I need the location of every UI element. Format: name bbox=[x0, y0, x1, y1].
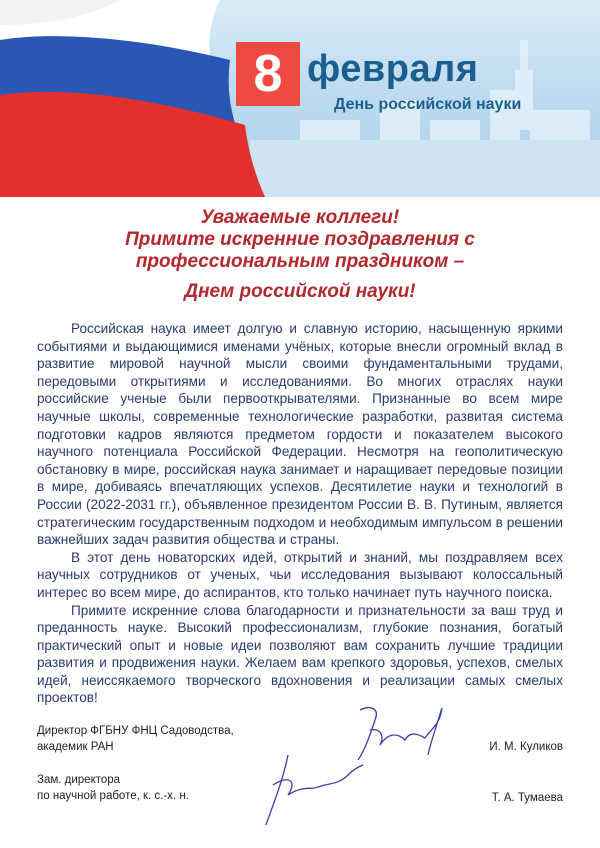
paragraph: Примите искренние слова благодарности и признательности за ваш труд и преданность науке. Высокий профессионализм, глубокие познания, богатый практический опыт и новые идеи позволяют вам сохранить лучшие традиции развития и продвижения науки. Желаем вам крепкого здоровья, успехов, смелых идей, неиссякаемого творческого вдохновения и реализации самых смелых проектов! bbox=[37, 602, 563, 706]
signature-tumaeva bbox=[258, 745, 368, 830]
signatory-name: И. М. Куликов bbox=[489, 741, 563, 753]
heading-line: Днем российской науки! bbox=[184, 281, 416, 302]
heading-line: Уважаемые коллеги! bbox=[200, 207, 400, 228]
heading-line: профессиональным праздником – bbox=[135, 251, 465, 272]
title-line: по научной работе, к. с.-х. н. bbox=[37, 790, 189, 802]
signatory-title bbox=[37, 772, 189, 804]
date-day-badge: 8 bbox=[236, 42, 300, 106]
holiday-name: День российской науки bbox=[334, 96, 522, 113]
greeting-heading bbox=[0, 207, 600, 303]
signatory-name: Т. А. Тумаева bbox=[491, 792, 563, 804]
letter-body bbox=[37, 320, 563, 707]
header-banner bbox=[0, 0, 600, 197]
title-line: академик РАН bbox=[37, 741, 114, 753]
signatory-title bbox=[37, 723, 234, 755]
paragraph: В этот день новаторских идей, открытий и знаний, мы поздравляем всех научных сотрудников от ученых, чьи исследования вызывают колоссальный интерес во всем мире, до аспирантов, кто только начинает путь научного поиска. bbox=[37, 549, 563, 600]
date-month: февраля bbox=[307, 48, 479, 90]
title-line: Зам. директора bbox=[37, 774, 121, 786]
title-line: Директор ФГБНУ ФНЦ Садоводства, bbox=[37, 725, 234, 737]
paragraph: Российская наука имеет долгую и славную историю, насыщенную яркими событиями и выдающимися именами учёных, которые внесли огромный вклад в развитие мировой научной мысли своими фундаментальными трудами, передовыми открытиями и исследованиями. Во многих отраслях науки российские ученые были первооткрывателями. Признанные во всем мире научные школы, современные технологические разработки, развитая система подготовки кадров являются предметом гордости и показателем высокого научного потенциала Российской Федерации. Несмотря на геополитическую обстановку в мире, российская наука занимает и наращивает передовые позиции в мире, добиваясь впечатляющих успехов. Десятилетие науки и технологий в России (2022-2031 гг.), объявленное президентом России В. В. Путиным, является стратегическим государственным подходом и необходимым импульсом в решении важнейших задач развития общества и страны. bbox=[37, 321, 563, 548]
heading-line: Примите искренние поздравления с bbox=[125, 229, 475, 250]
